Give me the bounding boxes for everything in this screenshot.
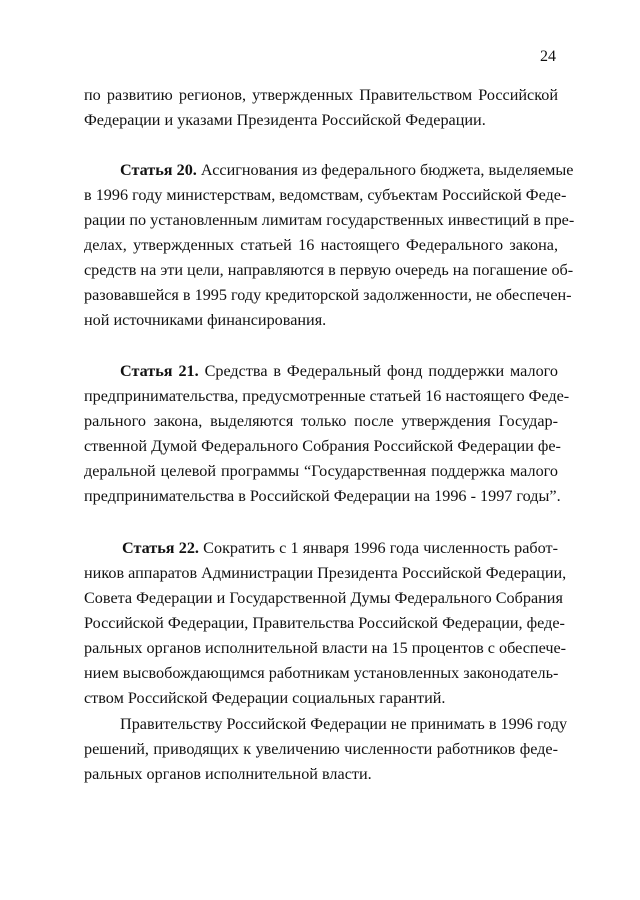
article-20-line: делах, утвержденных статьей 16 настоящего Федерального закона, bbox=[84, 236, 558, 254]
article-22-first-line bbox=[122, 538, 558, 558]
article-21-label: Статья 21. bbox=[120, 362, 199, 380]
article-21-line: предпринимательства в Российской Федерации на 1996 - 1997 годы”. bbox=[84, 487, 561, 505]
article-22-line: Российской Федерации, Правительства Российской Федерации, феде- bbox=[84, 614, 565, 632]
article-21-line: рального закона, выделяются только после утверждения Государ- bbox=[84, 412, 558, 430]
article-21-line: ственной Думой Федерального Собрания Российской Федерации фе- bbox=[84, 437, 561, 455]
page-number: 24 bbox=[540, 48, 556, 65]
article-22-label: Статья 22. bbox=[122, 539, 199, 557]
intro-line: по развитию регионов, утвержденных Правительством Российской bbox=[84, 86, 558, 104]
article-20-line: ной источниками финансирования. bbox=[84, 311, 327, 329]
article-21-first-line bbox=[120, 361, 558, 381]
article-20-line: в 1996 году министерствам, ведомствам, субъектам Российской Феде- bbox=[84, 186, 567, 204]
article-22-line: нием высвобождающимся работникам установленных законодатель- bbox=[84, 664, 559, 682]
article-20-line: средств на эти цели, направляются в первую очередь на погашение об- bbox=[84, 261, 574, 279]
article-20-first-line bbox=[120, 160, 574, 180]
article-22-line: ральных органов исполнительной власти на 15 процентов с обеспече- bbox=[84, 639, 567, 657]
article-22-line: ством Российской Федерации социальных гарантий. bbox=[84, 689, 446, 707]
article-22-paragraph-2-line: решений, приводящих к увеличению численности работников феде- bbox=[84, 740, 558, 758]
article-20-line: рации по установленным лимитам государственных инвестиций в пре- bbox=[84, 211, 575, 229]
article-22-line: Совета Федерации и Государственной Думы Федерального Собрания bbox=[84, 589, 563, 607]
article-22-paragraph-2-line: Правительству Российской Федерации не принимать в 1996 году bbox=[120, 715, 568, 733]
article-21-line: деральной целевой программы “Государственная поддержка малого bbox=[84, 462, 558, 480]
article-22-paragraph-2-line: ральных органов исполнительной власти. bbox=[84, 765, 372, 783]
article-20-label: Статья 20. bbox=[120, 161, 197, 179]
article-20-line: разовавшейся в 1995 году кредиторской задолженности, не обеспечен- bbox=[84, 286, 572, 304]
article-22-line: ников аппаратов Администрации Президента Российской Федерации, bbox=[84, 564, 567, 582]
article-21-line: предпринимательства, предусмотренные статьей 16 настоящего Феде- bbox=[84, 387, 570, 405]
article-20-text: Ассигнования из федерального бюджета, выделяемые bbox=[200, 161, 574, 179]
article-22-text: Сократить с 1 января 1996 года численность работ- bbox=[203, 539, 558, 557]
intro-line: Федерации и указами Президента Российской Федерации. bbox=[84, 111, 486, 129]
article-21-text: Средства в Федеральный фонд поддержки малого bbox=[204, 362, 558, 380]
